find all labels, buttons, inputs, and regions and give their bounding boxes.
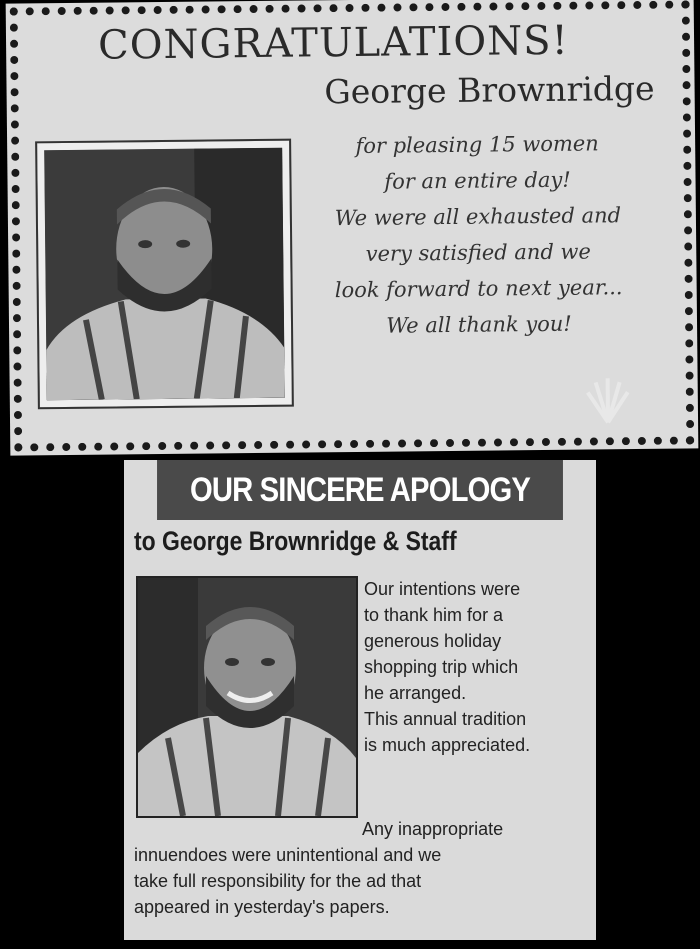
text-line: to thank him for a (364, 605, 504, 625)
portrait-photo (136, 576, 358, 818)
text-line: he arranged. (364, 683, 467, 703)
text-line: Our intentions were (364, 579, 521, 599)
congratulations-ad (6, 0, 699, 456)
ad-message (307, 125, 649, 345)
message-line: look forward to next year... (334, 275, 623, 303)
message-line: very satisfied and we (365, 239, 592, 266)
message-line: We were all exhausted and (334, 203, 622, 231)
text-line: take full responsibility for the ad that (134, 871, 422, 891)
ad-name: George Brownridge (324, 68, 655, 112)
text-line: This annual tradition (364, 709, 527, 729)
apology-full-text (134, 816, 594, 920)
message-line: We all thank you! (386, 311, 572, 338)
message-line: for pleasing 15 women (355, 131, 599, 158)
portrait-photo (37, 141, 292, 408)
apology-ad (124, 460, 596, 940)
message-line: for an entire day! (384, 167, 571, 194)
text-line: innuendoes were unintentional and we (134, 845, 442, 865)
apology-column-text (364, 576, 592, 758)
ad-heading: CONGRATULATIONS! (97, 17, 569, 69)
text-line: is much appreciated. (364, 735, 531, 755)
text-line: generous holiday (364, 631, 502, 651)
text-line: shopping trip which (364, 657, 519, 677)
text-line: appeared in yesterday's papers. (134, 897, 390, 917)
text-line: Any inappropriate (362, 819, 504, 839)
apology-banner: OUR SINCERE APOLOGY (157, 460, 563, 520)
peacock-watermark-icon (578, 372, 639, 428)
apology-subheading: to George Brownridge & Staff (134, 526, 457, 556)
